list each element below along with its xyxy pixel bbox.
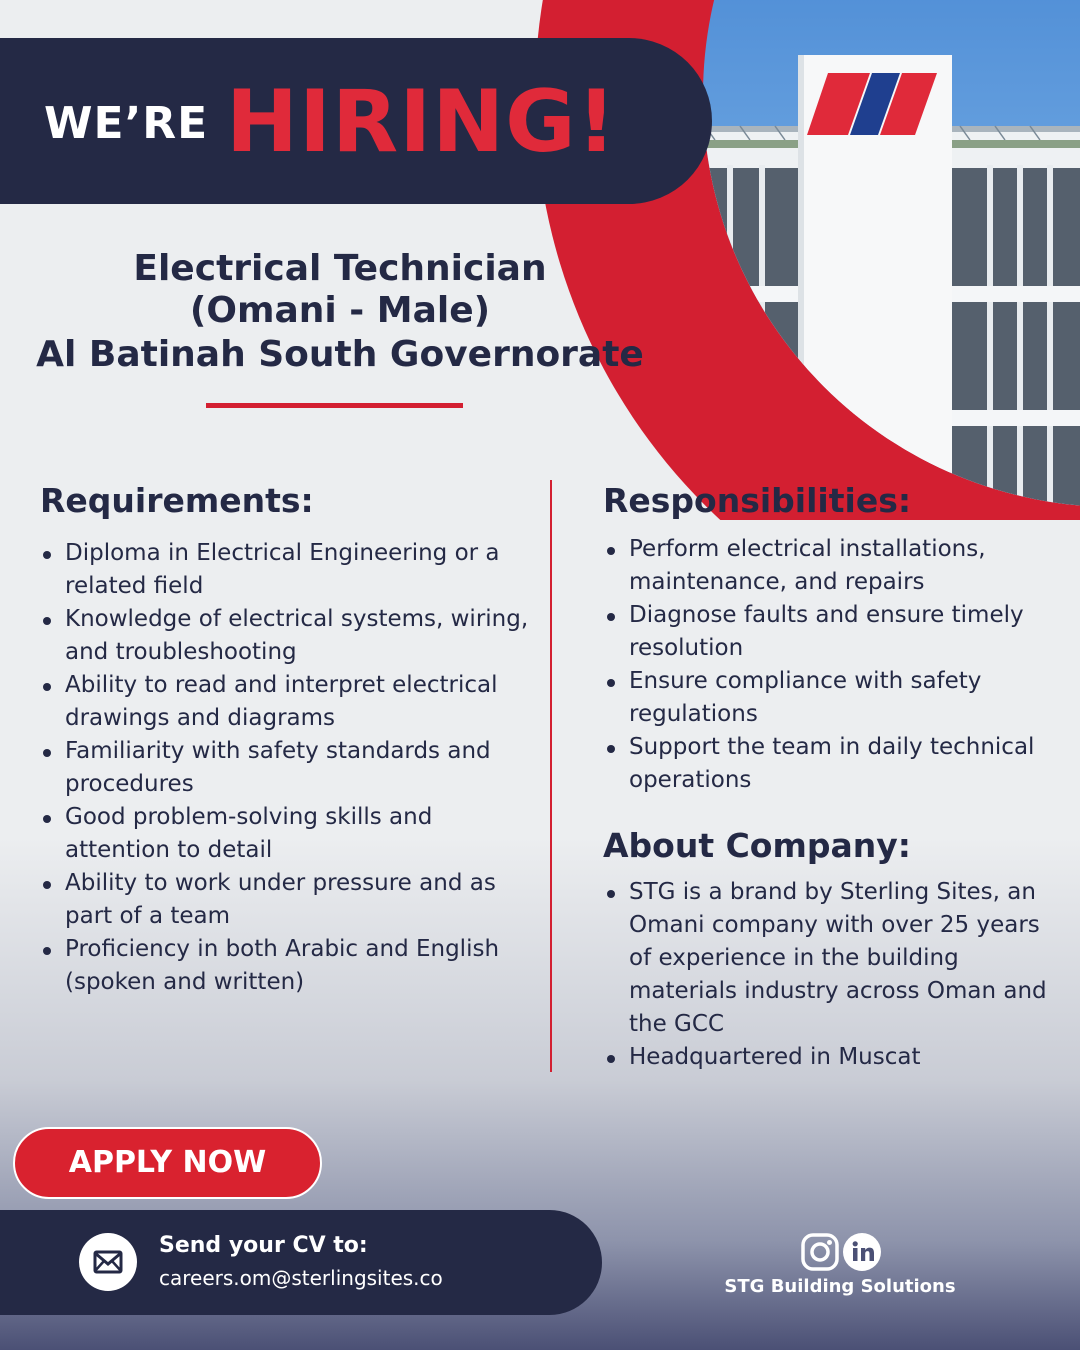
- list-item: Support the team in daily technical operations: [604, 731, 1054, 797]
- list-item: Headquartered in Muscat: [604, 1041, 1054, 1074]
- mail-icon: [79, 1233, 137, 1291]
- job-title: Electrical Technician: [133, 248, 547, 289]
- requirements-list: [40, 537, 530, 999]
- requirements-heading: Requirements:: [40, 481, 314, 520]
- job-location: Al Batinah South Governorate: [36, 334, 644, 375]
- list-item: Perform electrical installations, maintenance, and repairs: [604, 533, 1054, 599]
- banner-headline: HIRING!: [226, 72, 617, 172]
- apply-now-button[interactable]: APPLY NOW: [13, 1127, 322, 1199]
- list-item: Ability to read and interpret electrical drawings and diagrams: [40, 669, 530, 735]
- list-item: Diagnose faults and ensure timely resolution: [604, 599, 1054, 665]
- column-divider: [550, 480, 552, 1072]
- title-underline: [206, 403, 463, 408]
- about-list: [604, 876, 1054, 1074]
- list-item: Diploma in Electrical Engineering or a related field: [40, 537, 530, 603]
- list-item: Knowledge of electrical systems, wiring, and troubleshooting: [40, 603, 530, 669]
- responsibilities-heading: Responsibilities:: [603, 481, 912, 520]
- list-item: Proficiency in both Arabic and English (spoken and written): [40, 933, 530, 999]
- list-item: Ability to work under pressure and as part of a team: [40, 867, 530, 933]
- brand-name: STG Building Solutions: [724, 1276, 956, 1297]
- list-item: STG is a brand by Sterling Sites, an Omani company with over 25 years of experience in the building materials industry across Oman and the GCC: [604, 876, 1054, 1041]
- instagram-icon[interactable]: [801, 1233, 839, 1271]
- send-cv-label: Send your CV to:: [159, 1233, 368, 1258]
- list-item: Ensure compliance with safety regulations: [604, 665, 1054, 731]
- list-item: Good problem-solving skills and attention to detail: [40, 801, 530, 867]
- list-item: Familiarity with safety standards and procedures: [40, 735, 530, 801]
- linkedin-icon[interactable]: [843, 1233, 881, 1271]
- about-heading: About Company:: [603, 826, 911, 865]
- responsibilities-list: [604, 533, 1054, 797]
- contact-email-link[interactable]: careers.om@sterlingsites.co: [159, 1266, 443, 1290]
- banner-prefix: WE’RE: [44, 98, 209, 149]
- job-eligibility: (Omani - Male): [189, 290, 491, 331]
